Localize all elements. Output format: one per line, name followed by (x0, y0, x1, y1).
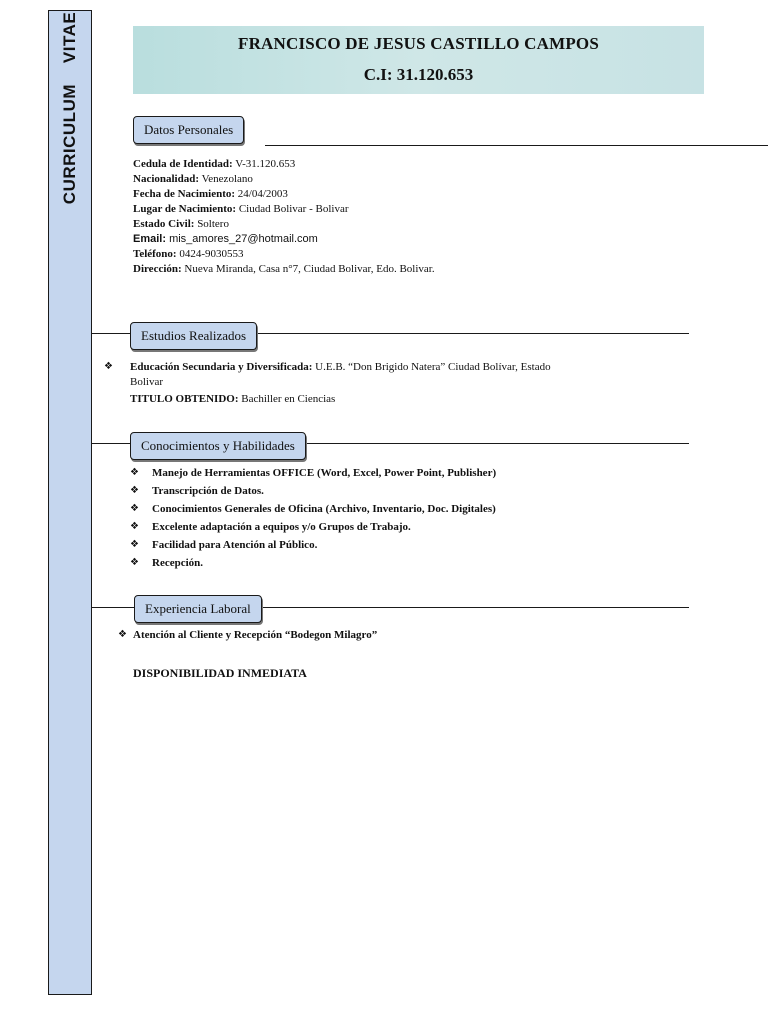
bullet-icon: ❖ (130, 485, 139, 496)
personal-field: Nacionalidad: Venezolano (133, 173, 253, 185)
header-banner (133, 26, 704, 94)
bullet-icon: ❖ (130, 521, 139, 532)
personal-field: Lugar de Nacimiento: Ciudad Bolivar - Bolivar (133, 203, 349, 215)
section-title-personal: Datos Personales (133, 116, 244, 144)
personal-field: Estado Civil: Soltero (133, 218, 229, 230)
person-ci: C.I: 31.120.653 (363, 65, 474, 84)
bullet-icon: ❖ (130, 467, 139, 478)
skill-item: Transcripción de Datos. (152, 485, 264, 497)
studies-degree: TITULO OBTENIDO: Bachiller en Ciencias (130, 393, 336, 405)
studies-item (130, 360, 690, 407)
bullet-icon: ❖ (104, 361, 113, 372)
bullet-icon: ❖ (130, 539, 139, 550)
availability-note: DISPONIBILIDAD INMEDIATA (133, 666, 307, 680)
personal-field: Fecha de Nacimiento: 24/04/2003 (133, 188, 288, 200)
personal-field: Dirección: Nueva Miranda, Casa n°7, Ciudad Bolivar, Edo. Bolivar. (133, 263, 435, 275)
section-rule (265, 145, 768, 146)
personal-field: Teléfono: 0424-9030553 (133, 248, 244, 260)
studies-line: Bolivar (130, 376, 163, 388)
skill-item: Conocimientos Generales de Oficina (Archivo, Inventario, Doc. Digitales) (152, 503, 496, 515)
skill-item: Facilidad para Atención al Público. (152, 539, 318, 551)
sidebar-title: CURRICULUM VITAE (60, 11, 79, 205)
bullet-icon: ❖ (130, 557, 139, 568)
experience-item: Atención al Cliente y Recepción “Bodegon Milagro” (133, 629, 378, 641)
personal-data-list (133, 157, 435, 277)
section-title-experience: Experiencia Laboral (134, 595, 262, 623)
bullet-icon: ❖ (118, 629, 127, 640)
person-name: FRANCISCO DE JESUS CASTILLO CAMPOS (237, 34, 600, 53)
studies-line: Educación Secundaria y Diversificada: U.E.B. “Don Brigido Natera” Ciudad Bolívar, Estado (130, 361, 551, 373)
skill-item: Excelente adaptación a equipos y/o Grupos de Trabajo. (152, 521, 411, 533)
personal-field: Cedula de Identidad: V-31.120.653 (133, 158, 296, 170)
skill-item: Manejo de Herramientas OFFICE (Word, Excel, Power Point, Publisher) (152, 467, 497, 479)
bullet-icon: ❖ (130, 503, 139, 514)
skill-item: Recepción. (152, 557, 204, 569)
section-title-studies: Estudios Realizados (130, 322, 257, 350)
section-title-skills: Conocimientos y Habilidades (130, 432, 306, 460)
personal-field: Email: mis_amores_27@hotmail.com (133, 233, 318, 245)
